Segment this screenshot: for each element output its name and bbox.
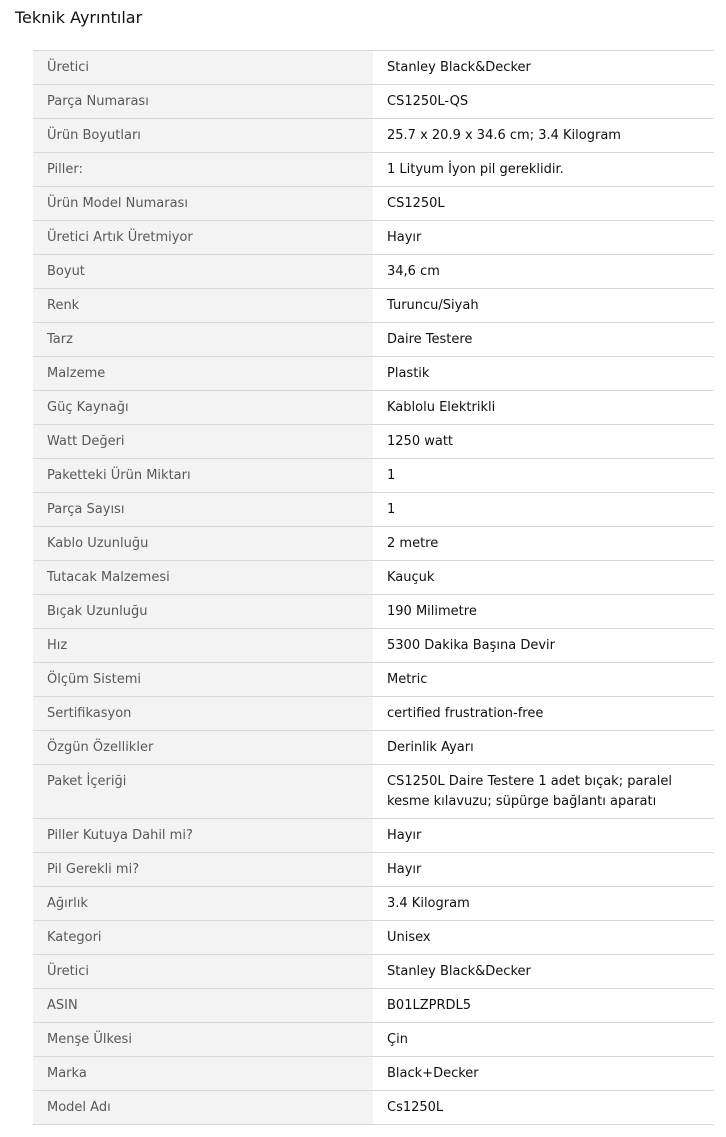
table-row (33, 1057, 714, 1091)
table-row (33, 819, 714, 853)
spec-value: B01LZPRDL5 (373, 989, 714, 1023)
spec-label: Ürün Boyutları (33, 119, 373, 153)
spec-label: Üretici Artık Üretmiyor (33, 221, 373, 255)
spec-value: 2 metre (373, 527, 714, 561)
table-row (33, 853, 714, 887)
table-row (33, 323, 714, 357)
table-row (33, 765, 714, 819)
spec-label: Güç Kaynağı (33, 391, 373, 425)
spec-label: Model Adı (33, 1091, 373, 1125)
table-row (33, 1023, 714, 1057)
table-row (33, 289, 714, 323)
spec-value: Stanley Black&Decker (373, 955, 714, 989)
spec-label: Üretici (33, 51, 373, 85)
spec-label: Marka (33, 1057, 373, 1091)
table-row (33, 425, 714, 459)
spec-value: CS1250L (373, 187, 714, 221)
spec-value: Stanley Black&Decker (373, 51, 714, 85)
spec-value: 25.7 x 20.9 x 34.6 cm; 3.4 Kilogram (373, 119, 714, 153)
spec-value: Turuncu/Siyah (373, 289, 714, 323)
spec-label: Hız (33, 629, 373, 663)
tech-details-table (33, 50, 714, 1125)
spec-value: 1 Lityum İyon pil gereklidir. (373, 153, 714, 187)
spec-label: Parça Numarası (33, 85, 373, 119)
table-row (33, 391, 714, 425)
table-row (33, 493, 714, 527)
spec-value: 1 (373, 493, 714, 527)
spec-label: Özgün Özellikler (33, 731, 373, 765)
spec-label: Tarz (33, 323, 373, 357)
spec-value: Çin (373, 1023, 714, 1057)
table-row (33, 989, 714, 1023)
spec-label: Kategori (33, 921, 373, 955)
table-row (33, 561, 714, 595)
table-row (33, 187, 714, 221)
spec-label: Menşe Ülkesi (33, 1023, 373, 1057)
spec-value: CS1250L-QS (373, 85, 714, 119)
table-row (33, 731, 714, 765)
spec-label: Piller: (33, 153, 373, 187)
spec-value: Black+Decker (373, 1057, 714, 1091)
table-row (33, 955, 714, 989)
spec-value: Hayır (373, 853, 714, 887)
spec-label: Watt Değeri (33, 425, 373, 459)
spec-value: 5300 Dakika Başına Devir (373, 629, 714, 663)
spec-value: Daire Testere (373, 323, 714, 357)
spec-value: 34,6 cm (373, 255, 714, 289)
spec-label: Piller Kutuya Dahil mi? (33, 819, 373, 853)
spec-value: 190 Milimetre (373, 595, 714, 629)
spec-value: Hayır (373, 221, 714, 255)
table-row (33, 51, 714, 85)
spec-label: Ölçüm Sistemi (33, 663, 373, 697)
spec-value: Derinlik Ayarı (373, 731, 714, 765)
spec-label: Paket İçeriği (33, 765, 373, 819)
table-row (33, 153, 714, 187)
spec-label: Sertifikasyon (33, 697, 373, 731)
table-row (33, 1091, 714, 1125)
spec-label: ASIN (33, 989, 373, 1023)
spec-label: Üretici (33, 955, 373, 989)
tech-details-body (33, 51, 714, 1125)
spec-label: Pil Gerekli mi? (33, 853, 373, 887)
spec-label: Kablo Uzunluğu (33, 527, 373, 561)
table-row (33, 357, 714, 391)
spec-label: Paketteki Ürün Miktarı (33, 459, 373, 493)
table-row (33, 527, 714, 561)
table-row (33, 595, 714, 629)
table-row (33, 921, 714, 955)
table-row (33, 887, 714, 921)
spec-value: Plastik (373, 357, 714, 391)
spec-value: CS1250L Daire Testere 1 adet bıçak; paralel kesme kılavuzu; süpürge bağlantı aparatı (373, 765, 714, 819)
spec-label: Bıçak Uzunluğu (33, 595, 373, 629)
table-row (33, 85, 714, 119)
table-row (33, 459, 714, 493)
spec-value: 3.4 Kilogram (373, 887, 714, 921)
table-row (33, 119, 714, 153)
spec-label: Boyut (33, 255, 373, 289)
spec-value: Metric (373, 663, 714, 697)
table-row (33, 629, 714, 663)
spec-label: Ağırlık (33, 887, 373, 921)
spec-value: Kauçuk (373, 561, 714, 595)
spec-value: 1250 watt (373, 425, 714, 459)
spec-label: Ürün Model Numarası (33, 187, 373, 221)
spec-label: Tutacak Malzemesi (33, 561, 373, 595)
spec-label: Parça Sayısı (33, 493, 373, 527)
spec-value: Unisex (373, 921, 714, 955)
spec-value: certified frustration-free (373, 697, 714, 731)
spec-value: Hayır (373, 819, 714, 853)
spec-value: Kablolu Elektrikli (373, 391, 714, 425)
spec-label: Malzeme (33, 357, 373, 391)
table-row (33, 663, 714, 697)
spec-label: Renk (33, 289, 373, 323)
page-title: Teknik Ayrıntılar (15, 8, 143, 27)
spec-value: Cs1250L (373, 1091, 714, 1125)
table-row (33, 255, 714, 289)
table-row (33, 697, 714, 731)
spec-value: 1 (373, 459, 714, 493)
table-row (33, 221, 714, 255)
